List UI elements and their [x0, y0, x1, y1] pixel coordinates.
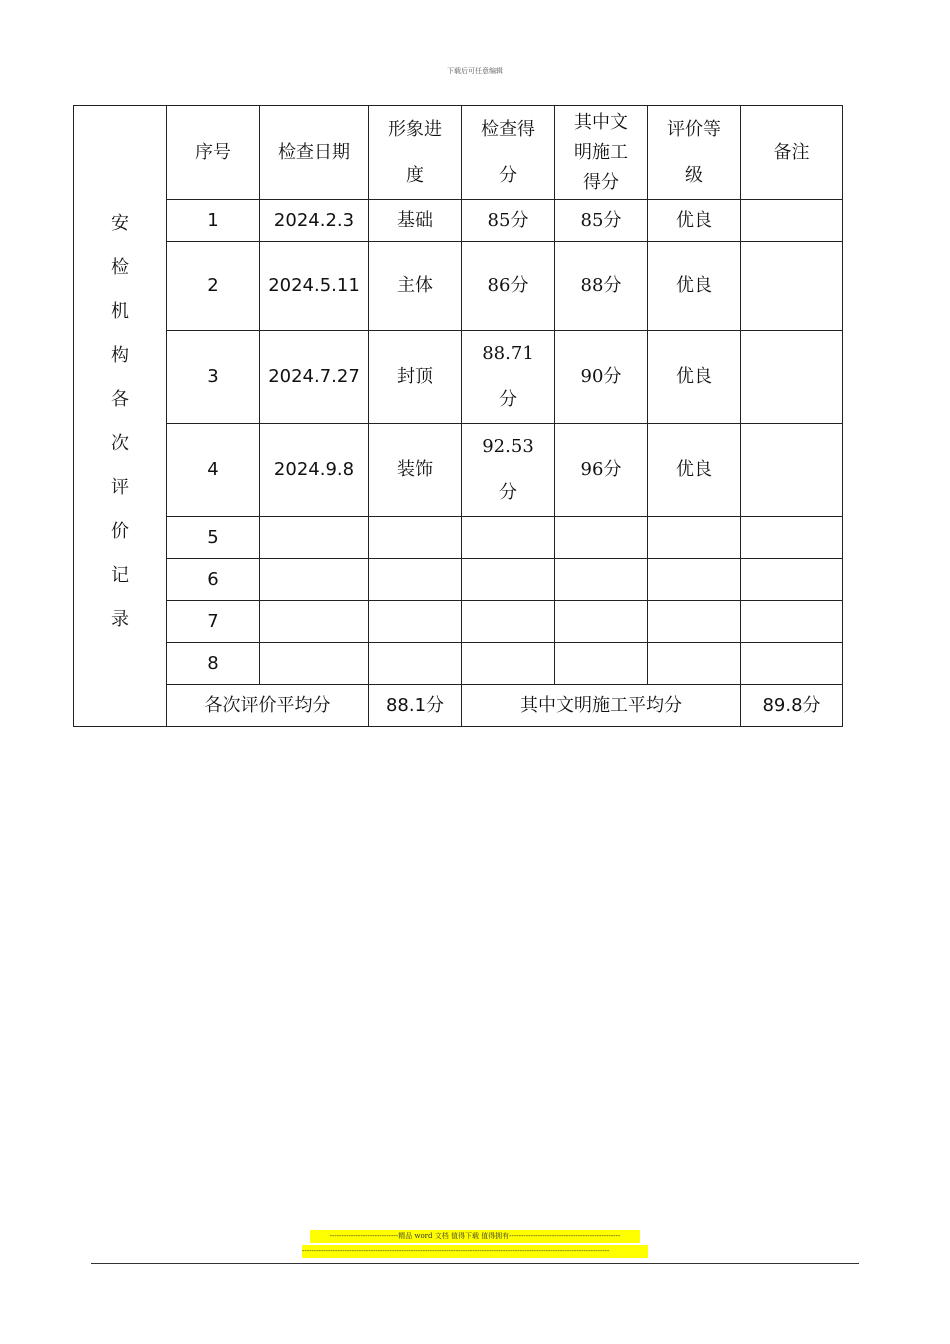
header-note: 下载后可任意编辑	[447, 67, 503, 75]
cell-date	[260, 517, 369, 559]
cell-remark	[741, 559, 843, 601]
cell-remark	[741, 517, 843, 559]
cell-remark	[741, 601, 843, 643]
table-row	[74, 200, 843, 242]
side-label-char: 次	[111, 433, 129, 454]
cell-no: 7	[167, 601, 260, 643]
cell-grade	[648, 643, 741, 685]
cell-civil: 88分	[555, 242, 648, 331]
header-date: 检查日期	[260, 106, 369, 200]
cell-no: 6	[167, 559, 260, 601]
cell-civil	[555, 517, 648, 559]
cell-progress: 封顶	[369, 331, 462, 424]
cell-progress: 基础	[369, 200, 462, 242]
cell-remark	[741, 424, 843, 517]
table-row	[74, 559, 843, 601]
footer-rule	[91, 1263, 859, 1264]
table-row	[74, 424, 843, 517]
cell-progress	[369, 601, 462, 643]
cell-grade: 优良	[648, 424, 741, 517]
cell-remark	[741, 200, 843, 242]
cell-score	[462, 559, 555, 601]
cell-grade: 优良	[648, 331, 741, 424]
side-label-char: 检	[111, 257, 129, 278]
cell-civil	[555, 559, 648, 601]
summary-row	[74, 685, 843, 727]
evaluation-record-table	[73, 105, 843, 727]
cell-no: 3	[167, 331, 260, 424]
cell-remark	[741, 331, 843, 424]
cell-no: 2	[167, 242, 260, 331]
side-label-char: 价	[111, 521, 129, 542]
table-row	[74, 601, 843, 643]
cell-remark	[741, 643, 843, 685]
cell-civil	[555, 643, 648, 685]
cell-date	[260, 559, 369, 601]
cell-civil: 96分	[555, 424, 648, 517]
table-row	[74, 643, 843, 685]
side-label-char: 评	[111, 477, 129, 498]
cell-civil	[555, 601, 648, 643]
footer-banner: -----------------------------精品 word 文档 值得下载 值得拥有-----------------------------------------------	[310, 1230, 640, 1243]
cell-progress: 装饰	[369, 424, 462, 517]
cell-remark	[741, 242, 843, 331]
cell-progress: 主体	[369, 242, 462, 331]
cell-date	[260, 601, 369, 643]
footer-banner-dashes: ----------------------------------------------------------------------------------------------------------------------------------	[302, 1245, 648, 1258]
cell-grade: 优良	[648, 200, 741, 242]
civil-avg-value: 89.8分	[741, 685, 843, 727]
side-label	[74, 202, 166, 642]
header-seq: 序号	[167, 106, 260, 200]
cell-score: 86分	[462, 242, 555, 331]
side-label-char: 各	[111, 389, 129, 410]
header-remark: 备注	[741, 106, 843, 200]
header-progress: 形象进度	[369, 106, 462, 200]
cell-no: 1	[167, 200, 260, 242]
cell-date: 2024.2.3	[260, 200, 369, 242]
header-score: 检查得分	[462, 106, 555, 200]
header-civil-score: 其中文明施工得分	[555, 106, 648, 200]
cell-score: 92.53分	[462, 424, 555, 517]
side-label-char: 安	[111, 213, 129, 234]
side-label-char: 录	[111, 609, 129, 630]
cell-civil: 90分	[555, 331, 648, 424]
cell-progress	[369, 559, 462, 601]
cell-no: 8	[167, 643, 260, 685]
cell-score	[462, 601, 555, 643]
side-label-char: 机	[111, 301, 129, 322]
cell-date: 2024.7.27	[260, 331, 369, 424]
cell-progress	[369, 643, 462, 685]
cell-no: 5	[167, 517, 260, 559]
cell-grade	[648, 559, 741, 601]
cell-no: 4	[167, 424, 260, 517]
cell-grade	[648, 517, 741, 559]
table-row	[74, 517, 843, 559]
cell-score	[462, 517, 555, 559]
avg-value: 88.1分	[369, 685, 462, 727]
table-row	[74, 242, 843, 331]
cell-date: 2024.9.8	[260, 424, 369, 517]
cell-civil: 85分	[555, 200, 648, 242]
avg-label: 各次评价平均分	[167, 685, 369, 727]
table-row	[74, 331, 843, 424]
cell-score	[462, 643, 555, 685]
civil-avg-label: 其中文明施工平均分	[462, 685, 741, 727]
cell-grade: 优良	[648, 242, 741, 331]
side-label-char: 构	[111, 345, 129, 366]
table-header-row	[74, 106, 843, 200]
cell-grade	[648, 601, 741, 643]
side-label-cell	[74, 106, 167, 727]
cell-date	[260, 643, 369, 685]
cell-progress	[369, 517, 462, 559]
cell-date: 2024.5.11	[260, 242, 369, 331]
side-label-char: 记	[111, 565, 129, 586]
cell-score: 85分	[462, 200, 555, 242]
cell-score: 88.71分	[462, 331, 555, 424]
header-grade: 评价等级	[648, 106, 741, 200]
